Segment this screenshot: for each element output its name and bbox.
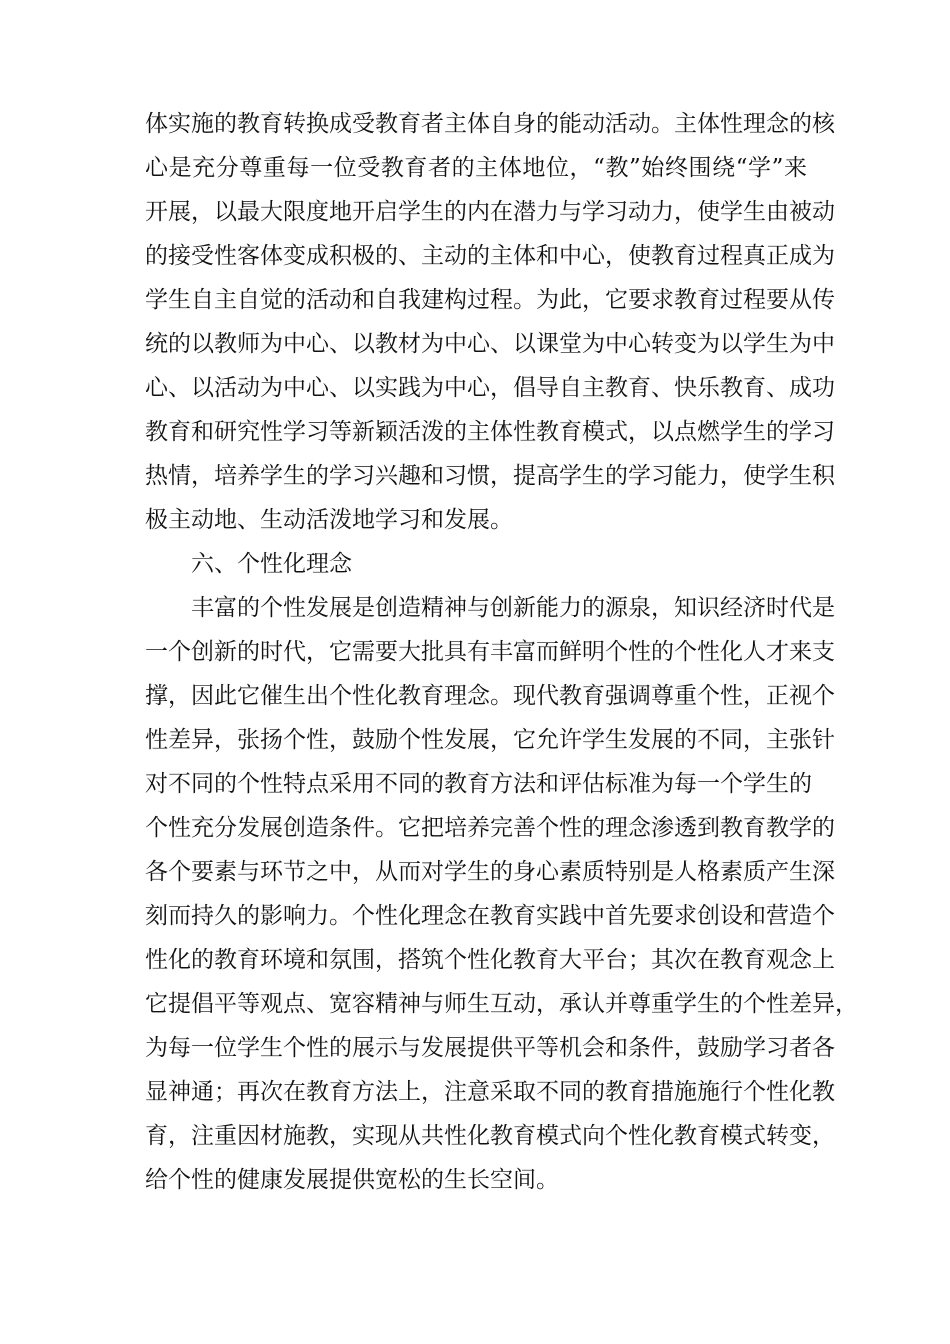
paragraph-line: 各个要素与环节之中，从而对学生的身心素质特别是人格素质产生深	[145, 859, 835, 885]
paragraph-line: 它提倡平等观点、宽容精神与师生互动，承认并尊重学生的个性差异，	[145, 991, 858, 1017]
paragraph-line: 统的以教师为中心、以教材为中心、以课堂为中心转变为以学生为中	[145, 331, 835, 357]
paragraph-line: 为每一位学生个性的展示与发展提供平等机会和条件，鼓励学习者各	[145, 1035, 835, 1061]
paragraph-line: 心是充分尊重每一位受教育者的主体地位，“教”始终围绕“学”来	[145, 155, 807, 181]
paragraph-line: 学生自主自觉的活动和自我建构过程。为此，它要求教育过程要从传	[145, 287, 835, 313]
paragraph-line: 开展，以最大限度地开启学生的内在潜力与学习动力，使学生由被动	[145, 199, 835, 225]
section-heading: 六、个性化理念	[191, 551, 352, 577]
paragraph-line: 极主动地、生动活泼地学习和发展。	[145, 507, 513, 533]
paragraph-line: 对不同的个性特点采用不同的教育方法和评估标准为每一个学生的	[145, 771, 812, 797]
paragraph-line: 性差异，张扬个性，鼓励个性发展，它允许学生发展的不同，主张针	[145, 727, 835, 753]
paragraph-line: 热情，培养学生的学习兴趣和习惯，提高学生的学习能力，使学生积	[145, 463, 835, 489]
paragraph-line: 个性充分发展创造条件。它把培养完善个性的理念渗透到教育教学的	[145, 815, 835, 841]
paragraph-line: 教育和研究性学习等新颖活泼的主体性教育模式，以点燃学生的学习	[145, 419, 835, 445]
paragraph-line: 性化的教育环境和氛围，搭筑个性化教育大平台；其次在教育观念上	[145, 947, 835, 973]
paragraph-line: 的接受性客体变成积极的、主动的主体和中心，使教育过程真正成为	[145, 243, 835, 269]
paragraph-line: 丰富的个性发展是创造精神与创新能力的源泉，知识经济时代是	[191, 595, 835, 621]
paragraph-line: 撑，因此它催生出个性化教育理念。现代教育强调尊重个性，正视个	[145, 683, 835, 709]
paragraph-line: 育，注重因材施教，实现从共性化教育模式向个性化教育模式转变，	[145, 1123, 835, 1149]
paragraph-line: 给个性的健康发展提供宽松的生长空间。	[145, 1167, 559, 1193]
document-page	[145, 102, 858, 1202]
paragraph-line: 体实施的教育转换成受教育者主体自身的能动活动。主体性理念的核	[145, 111, 835, 137]
paragraph-line: 心、以活动为中心、以实践为中心，倡导自主教育、快乐教育、成功	[145, 375, 835, 401]
paragraph-line: 刻而持久的影响力。个性化理念在教育实践中首先要求创设和营造个	[145, 903, 835, 929]
paragraph-line: 一个创新的时代，它需要大批具有丰富而鲜明个性的个性化人才来支	[145, 639, 835, 665]
paragraph-line: 显神通；再次在教育方法上，注意采取不同的教育措施施行个性化教	[145, 1079, 835, 1105]
